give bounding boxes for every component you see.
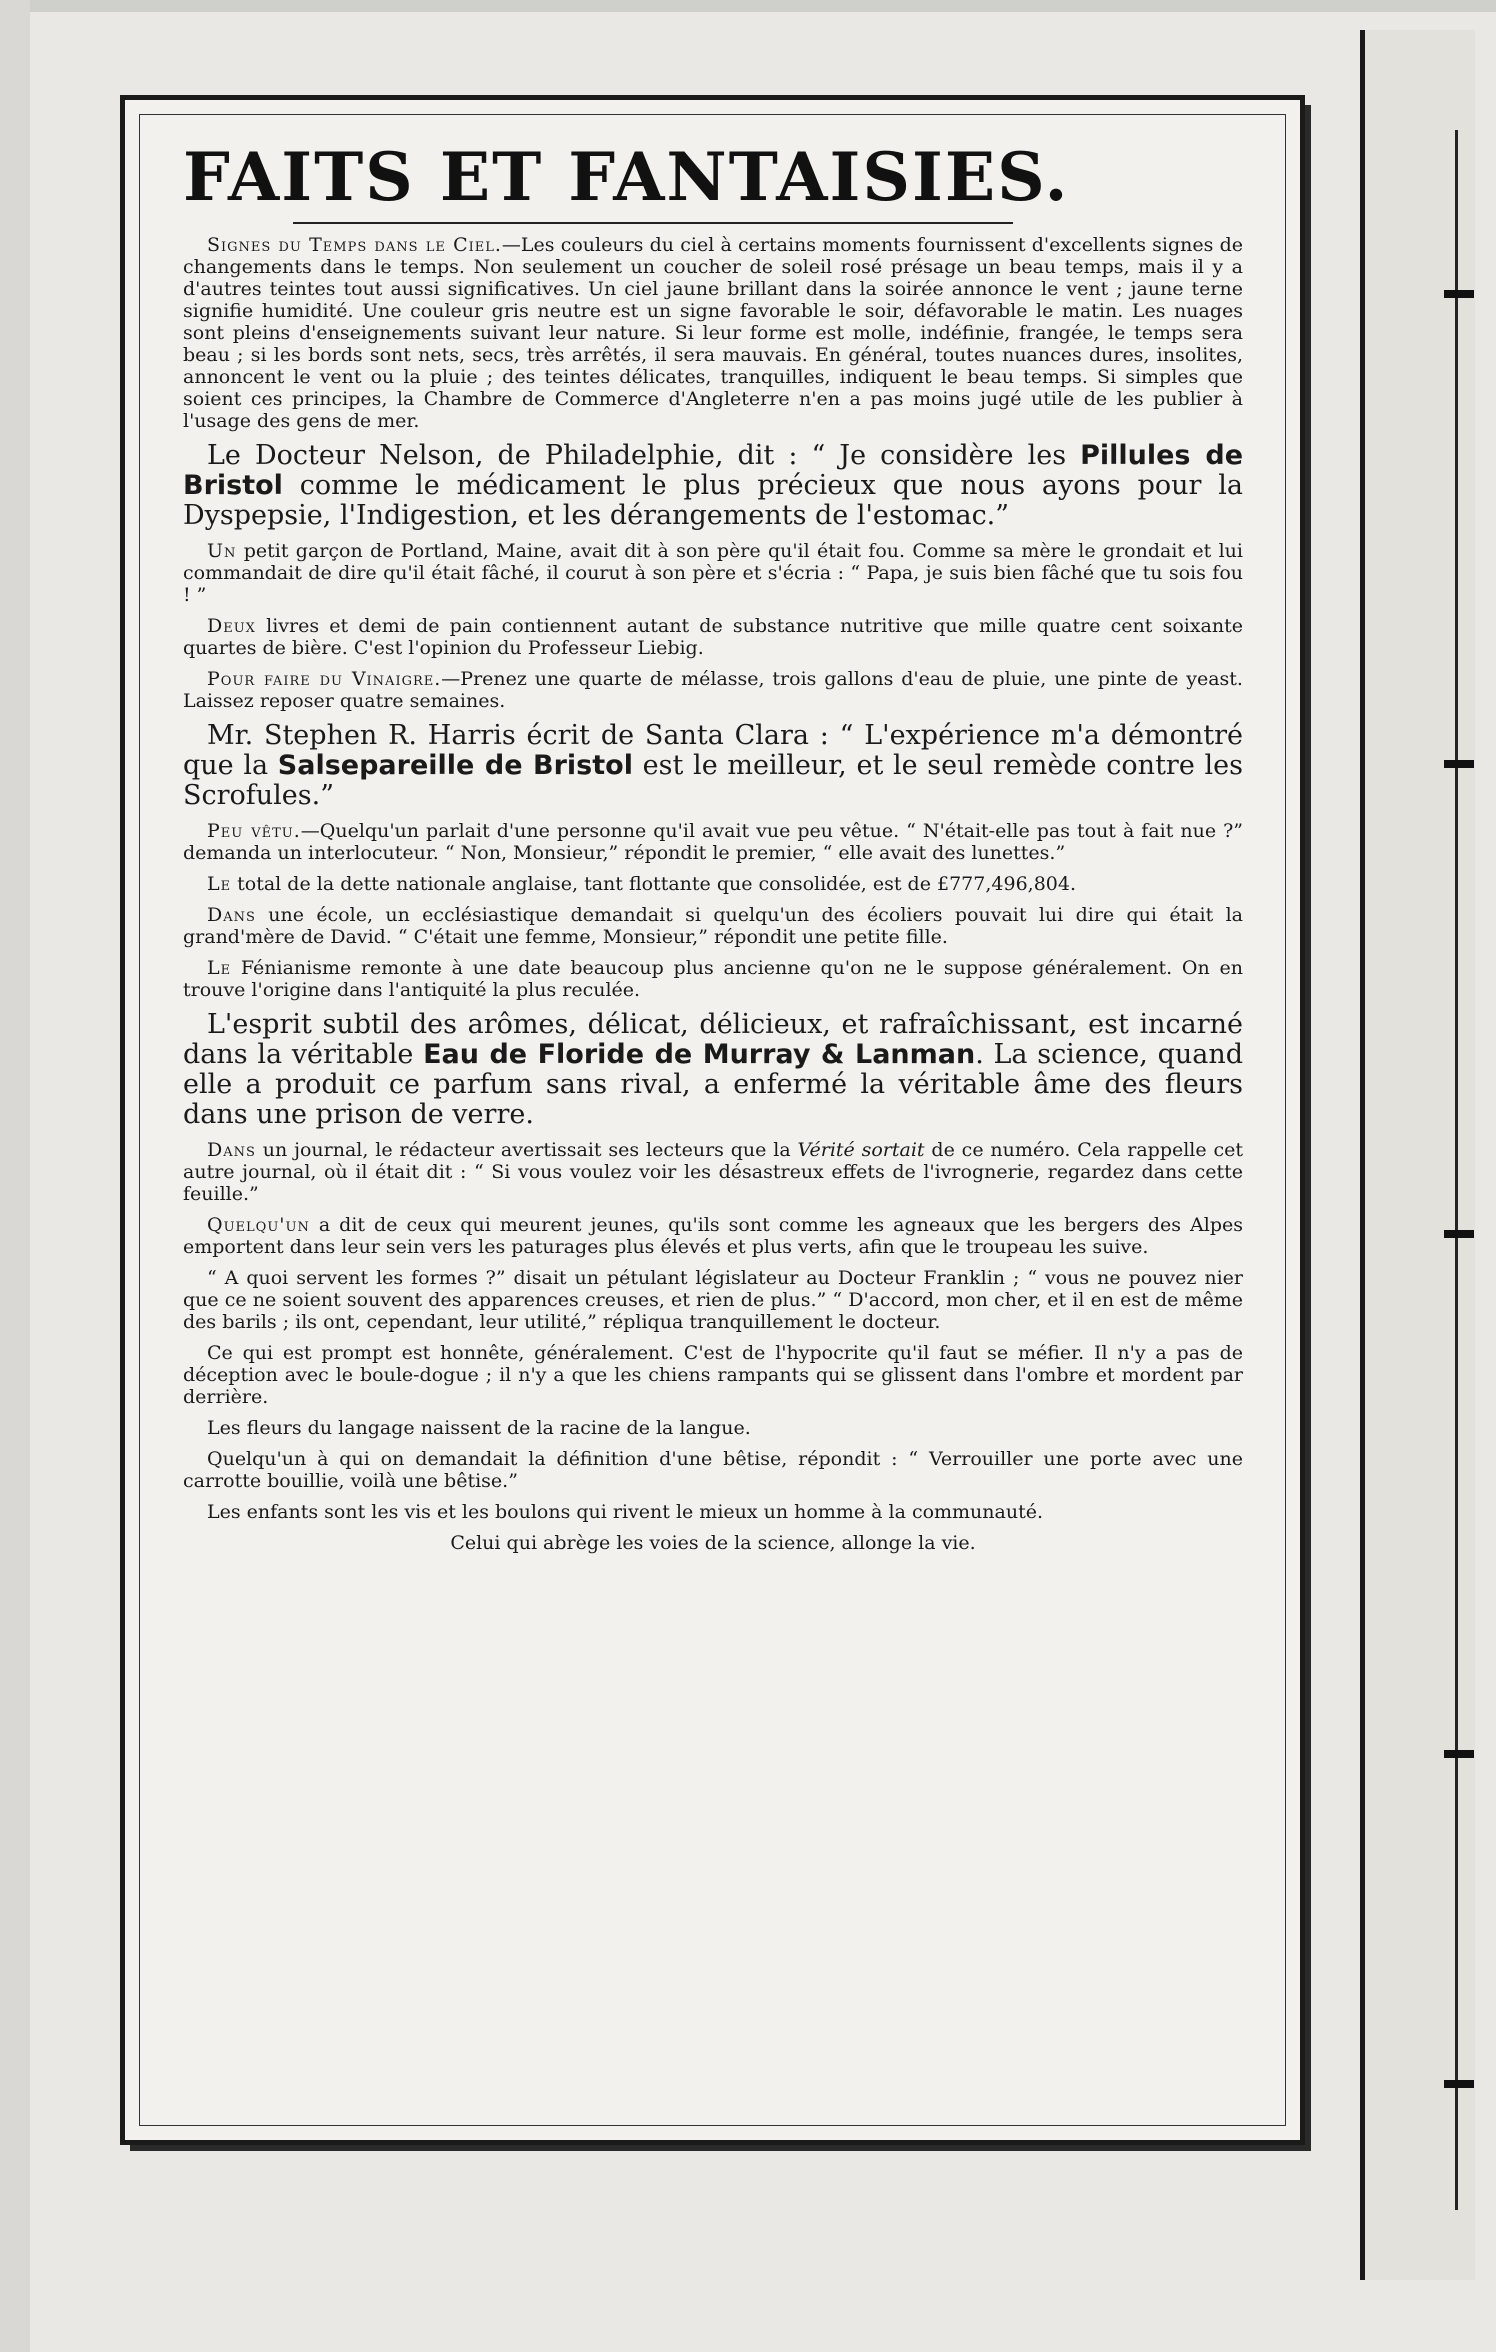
article-lead: Dans (207, 1138, 256, 1161)
brand-name: Eau de Floride de Murray & Lanman (423, 1038, 976, 1070)
article-portland-boy (183, 540, 1243, 606)
brand-name: Pillules de Bristol (183, 439, 1243, 501)
brand-name: Salsepareille de Bristol (277, 749, 633, 781)
title-rule (293, 222, 1013, 224)
article-text: —Quelqu'un parlait d'une personne qu'il avait vue peu vêtue. “ N'était-elle pas tout à fait nue ?” demanda un interlocuteur. “ Non, Monsieur,” répondit le premier, “ elle avait des lunettes.” (183, 819, 1243, 864)
article-journal (183, 1139, 1243, 1205)
binding-mark (1444, 2080, 1474, 2088)
advert-bristol-sarsaparilla (183, 721, 1243, 811)
article-text: une école, un ecclésiastique demandait si quelqu'un des écoliers pouvait lui dire qui était la grand'mère de David. “ C'était une femme, Monsieur,” répondit une petite fille. (183, 903, 1243, 948)
article-betise (183, 1448, 1243, 1492)
article-panel (120, 95, 1305, 2145)
page-title: FAITS ET FANTAISIES. (183, 138, 1070, 216)
advert-text: est le meilleur, et le seul remède contre les Scrofules.” (183, 749, 1243, 811)
advert-bristol-pills (183, 441, 1243, 531)
article-franklin (183, 1267, 1243, 1333)
italic-phrase: Vérité sortait (797, 1138, 925, 1161)
article-children (183, 1501, 1243, 1523)
article-text: Les enfants sont les vis et les boulons qui rivent le mieux un homme à la communauté. (207, 1500, 1044, 1523)
advert-florida-water (183, 1010, 1243, 1130)
advert-text: L'esprit subtil des arômes, délicat, délicieux, et rafraîchissant, est incarné dans la véritable (183, 1008, 1243, 1070)
article-text: Fénianisme remonte à une date beaucoup plus ancienne qu'on ne le suppose généralement. On en trouve l'origine dans l'antiquité la plus reculée. (183, 956, 1243, 1001)
panel-content (183, 140, 1243, 1563)
article-lead: Peu vêtu. (207, 819, 301, 842)
article-school (183, 904, 1243, 948)
advert-text: Mr. Stephen R. Harris écrit de Santa Clara : “ L'expérience m'a démontré que la (183, 719, 1243, 781)
article-lead: Quelqu'un (207, 1213, 310, 1236)
article-lead: Pour faire du Vinaigre. (207, 667, 442, 690)
binding-mark (1444, 1750, 1474, 1758)
article-text: —Prenez une quarte de mélasse, trois gallons d'eau de pluie, une pinte de yeast. Laissez reposer quatre semaines. (183, 667, 1243, 712)
article-bread (183, 615, 1243, 659)
advert-text: Le Docteur Nelson, de Philadelphie, dit : “ Je considère les (207, 439, 1081, 471)
article-text: —Les couleurs du ciel à certains moments fournissent d'excellents signes de changements dans le temps. Non seulement un coucher de soleil rosé présage un beau temps, mais il y a d'autres teintes tout aussi significatives. Un ciel jaune brillant dans la soirée annonce le vent ; jaune terne signifie humidité. Une couleur gris neutre est un signe favorable le soir, défavorable le matin. Les nuages sont pleins d'enseignements suivant leur nature. Si leur forme est molle, indéfinie, frangée, le temps sera beau ; si les bords sont nets, secs, très arrêtés, il sera mauvais. En général, toutes nuances dures, insolites, annoncent le vent ou la pluie ; des teintes délicates, tranquilles, indiquent le beau temps. Si simples que soient ces principes, la Chambre de Commerce d'Angleterre n'en a pas moins jugé utile de les publier à l'usage des gens de mer. (183, 233, 1243, 432)
article-text: a dit de ceux qui meurent jeunes, qu'ils sont comme les agneaux que les bergers des Alpes emportent dans leur sein vers les paturages plus élevés et plus verts, afin que le troupeau les suive. (183, 1213, 1243, 1258)
article-text: de ce numéro. Cela rappelle cet autre journal, où il était dit : “ Si vous voulez voir les désastreux effets de l'ivrognerie, regardez dans cette feuille.” (183, 1138, 1243, 1205)
article-lead: Le (207, 956, 232, 979)
binding-mark (1444, 290, 1474, 298)
article-bulldog (183, 1342, 1243, 1408)
article-text: livres et demi de pain contiennent autant de substance nutritive que mille quatre cent soixante quartes de bière. C'est l'opinion du Professeur Liebig. (183, 614, 1243, 659)
article-young-die (183, 1214, 1243, 1258)
article-national-debt (183, 873, 1243, 895)
article-lead: Signes du Temps dans le Ciel. (207, 233, 502, 256)
article-fenianism (183, 957, 1243, 1001)
article-text: “ A quoi servent les formes ?” disait un pétulant législateur au Docteur Franklin ; “ vous ne pouvez nier que ce ne soient souvent des apparences creuses, et rien de plus.” “ D'accord, mon cher, et il en est de même des barils ; ils ont, cependant, leur utilité,” répliqua tranquillement le docteur. (183, 1266, 1243, 1333)
article-lead: Dans (207, 903, 256, 926)
binding-mark (1444, 760, 1474, 768)
article-text: un journal, le rédacteur avertissait ses lecteurs que la (255, 1138, 798, 1161)
article-text: total de la dette nationale anglaise, tant flottante que consolidée, est de £777,496,804. (231, 872, 1077, 895)
scan-edge-left (0, 0, 30, 2352)
binding-mark (1444, 1230, 1474, 1238)
article-lead: Le (207, 872, 232, 895)
article-peu-vetu (183, 820, 1243, 864)
article-text: Quelqu'un à qui on demandait la définition d'une bêtise, répondit : “ Verrouiller une porte avec une carrotte bouillie, voilà une bêtise.” (183, 1447, 1243, 1492)
article-text: petit garçon de Portland, Maine, avait dit à son père qu'il était fou. Comme sa mère le grondait et lui commandait de dire qu'il était fâché, il courut à son père et s'écria : “ Papa, je suis bien fâché que tu sois fou ! ” (183, 539, 1243, 606)
adjacent-page-border (1455, 130, 1478, 2210)
adjacent-page-edge (1360, 30, 1475, 2280)
article-vinegar (183, 668, 1243, 712)
article-text: Ce qui est prompt est honnête, généralement. C'est de l'hypocrite qu'il faut se méfier. Il n'y a pas de déception avec le boule-dogue ; il n'y a que les chiens rampants qui se glissent dans l'ombre et mordent par derrière. (183, 1341, 1243, 1408)
article-lead: Un (207, 539, 237, 562)
advert-text: comme le médicament le plus précieux que nous ayons pour la Dyspepsie, l'Indigestion, et les dérangements de l'estomac.” (183, 469, 1243, 531)
article-weather-signs (183, 234, 1243, 432)
article-text: Les fleurs du langage naissent de la racine de la langue. (207, 1416, 751, 1439)
closing-maxim: Celui qui abrège les voies de la science, allonge la vie. (450, 1531, 976, 1554)
scan-edge-top (0, 0, 1496, 12)
advert-text: . La science, quand elle a produit ce parfum sans rival, a enfermé la véritable âme des fleurs dans une prison de verre. (183, 1038, 1244, 1130)
article-flowers-language (183, 1417, 1243, 1439)
article-lead: Deux (207, 614, 256, 637)
